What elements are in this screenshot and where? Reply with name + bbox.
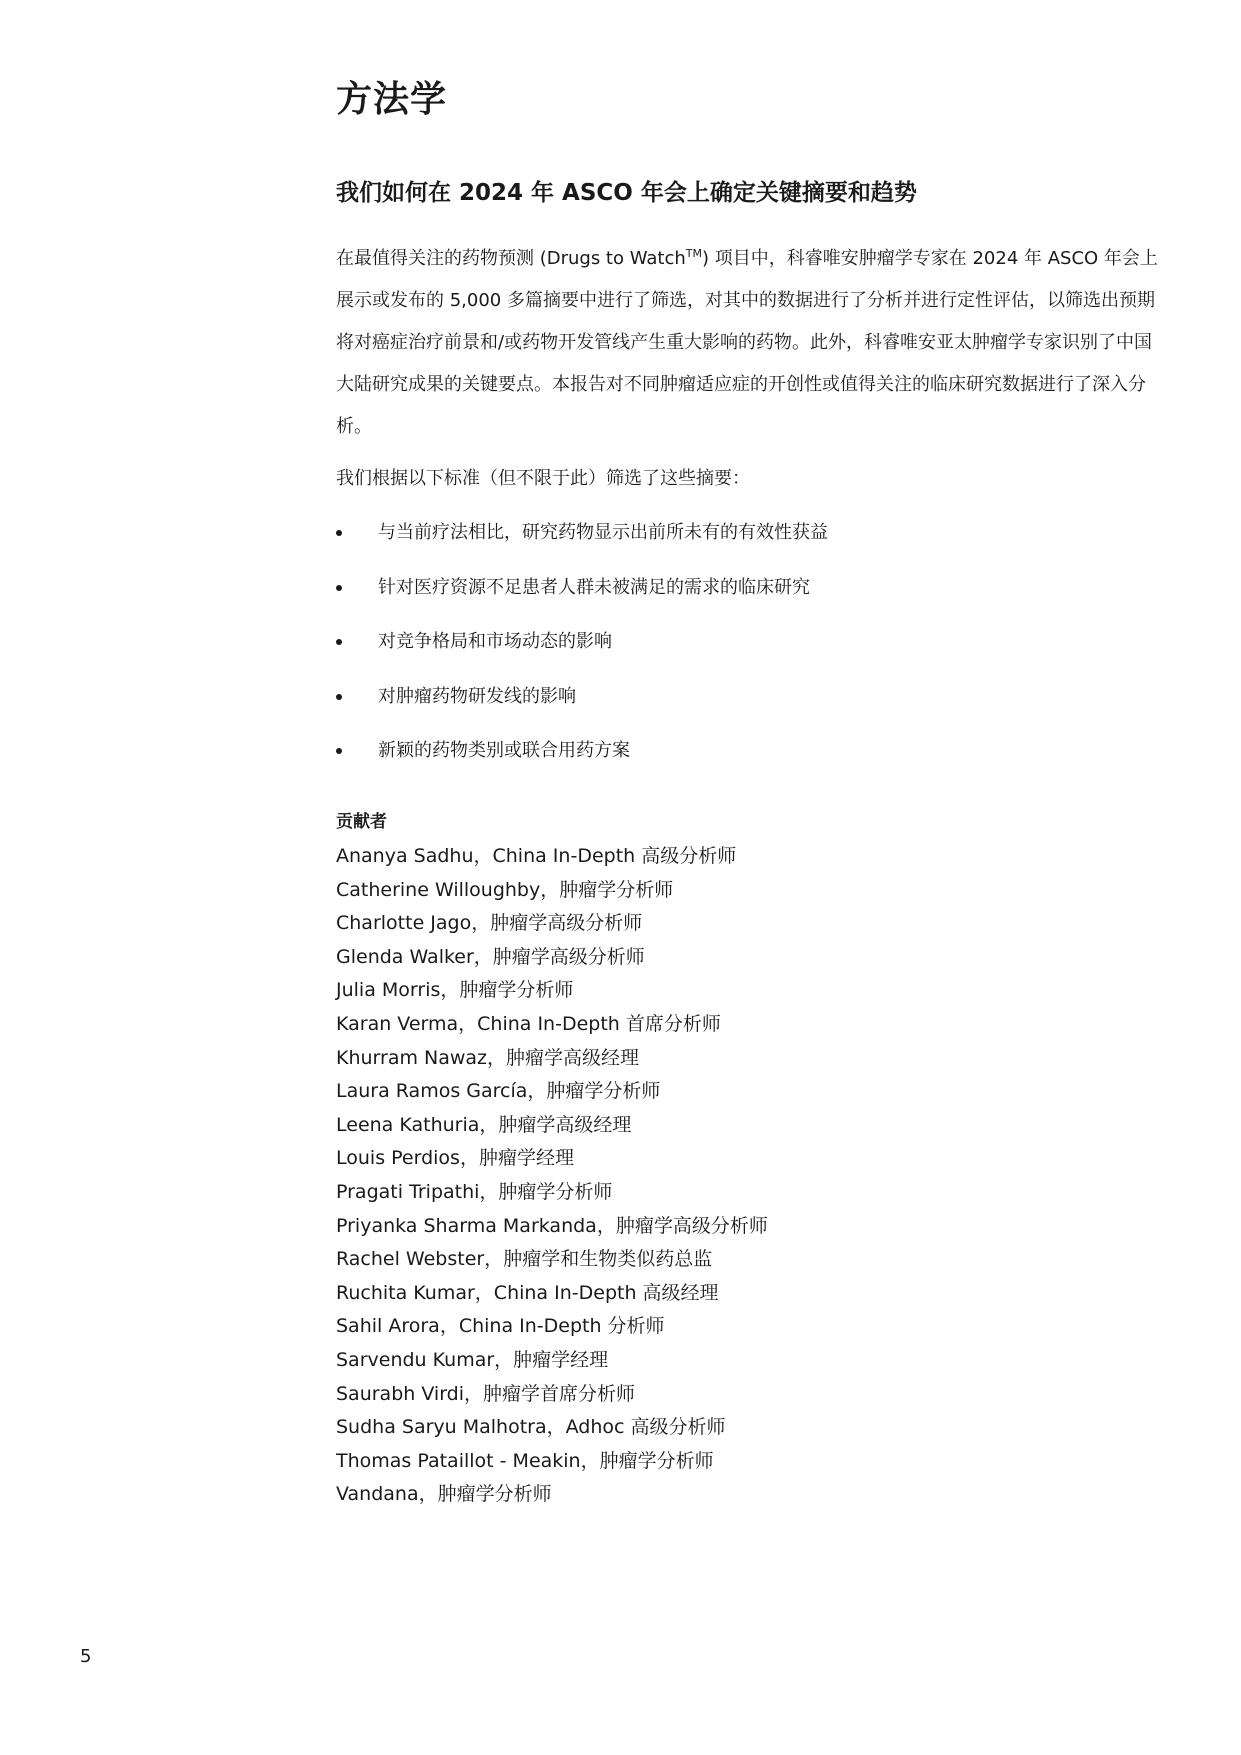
page-number: 5: [80, 1646, 92, 1667]
bullet-icon: [336, 748, 342, 754]
criteria-text: 与当前疗法相比，研究药物显示出前所未有的有效性获益: [378, 522, 828, 543]
contributor-item: Priyanka Sharma Markanda，肿瘤学高级分析师: [336, 1214, 768, 1237]
criteria-text: 新颖的药物类别或联合用药方案: [378, 740, 630, 761]
criteria-text: 对竞争格局和市场动态的影响: [378, 631, 612, 652]
trademark-mark: TM: [685, 247, 702, 260]
criteria-text: 对肿瘤药物研发线的影响: [378, 685, 576, 707]
contributor-item: Karan Verma，China In-Depth 首席分析师: [336, 1012, 721, 1035]
list-item: [336, 736, 828, 766]
criteria-list: [336, 518, 828, 791]
contributor-item: Ruchita Kumar，China In-Depth 高级经理: [336, 1281, 719, 1304]
contributor-item: Sahil Arora，China In-Depth 分析师: [336, 1315, 665, 1338]
contributor-item: Sudha Saryu Malhotra，Adhoc 高级分析师: [336, 1416, 726, 1439]
intro-text-start: 在最值得关注的药物预测 (Drugs to Watch: [336, 248, 686, 269]
intro-text-rest: ) 项目中，科睿唯安肿瘤学专家在 2024 年 ASCO 年会上展示或发布的 5,000 多篇摘要中进行了筛选，对其中的数据进行了分析并进行定性评估，以筛选出预期将对癌症治疗前景和/或药物开发管线产生重大影响的药物。此外，科睿唯安亚太肿瘤学专家识别了中国大陆研究成果的关键要点。本报告对不同肿瘤适应症的开创性或值得关注的临床研究数据进行了深入分析。: [336, 248, 1158, 437]
contributor-item: Louis Perdios，肿瘤学经理: [336, 1147, 574, 1170]
contributor-item: Khurram Nawaz，肿瘤学高级经理: [336, 1046, 640, 1069]
bullet-icon: [336, 530, 342, 536]
list-item: [336, 573, 828, 603]
contributors-list: [336, 840, 768, 1512]
contributor-item: Saurabh Virdi，肿瘤学首席分析师: [336, 1382, 636, 1405]
criteria-intro: 我们根据以下标准（但不限于此）筛选了这些摘要：: [336, 468, 750, 489]
contributor-item: Sarvendu Kumar，肿瘤学经理: [336, 1348, 609, 1371]
contributor-item: Ananya Sadhu，China In-Depth 高级分析师: [336, 845, 737, 867]
contributor-item: Thomas Pataillot - Meakin，肿瘤学分析师: [336, 1449, 714, 1472]
list-item: [336, 518, 828, 548]
bullet-icon: [336, 694, 342, 700]
contributor-item: Laura Ramos García，肿瘤学分析师: [336, 1080, 661, 1103]
criteria-text: 针对医疗资源不足患者人群未被满足的需求的临床研究: [378, 576, 810, 598]
contributor-item: Julia Morris，肿瘤学分析师: [336, 979, 574, 1002]
section-heading: 我们如何在 2024 年 ASCO 年会上确定关键摘要和趋势: [336, 180, 917, 206]
contributor-item: Charlotte Jago，肿瘤学高级分析师: [336, 912, 643, 935]
contributor-item: Pragati Tripathi，肿瘤学分析师: [336, 1180, 613, 1203]
contributor-item: Vandana，肿瘤学分析师: [336, 1483, 552, 1506]
intro-paragraph: [336, 238, 1168, 448]
page-title: 方法学: [336, 79, 448, 120]
list-item: [336, 682, 828, 712]
contributor-item: Glenda Walker，肿瘤学高级分析师: [336, 945, 645, 968]
bullet-icon: [336, 585, 342, 591]
contributors-heading: 贡献者: [336, 812, 387, 832]
contributor-item: Rachel Webster，肿瘤学和生物类似药总监: [336, 1248, 713, 1271]
bullet-icon: [336, 639, 342, 645]
contributor-item: Catherine Willoughby，肿瘤学分析师: [336, 878, 674, 901]
contributor-item: Leena Kathuria，肿瘤学高级经理: [336, 1113, 632, 1136]
list-item: [336, 627, 828, 657]
